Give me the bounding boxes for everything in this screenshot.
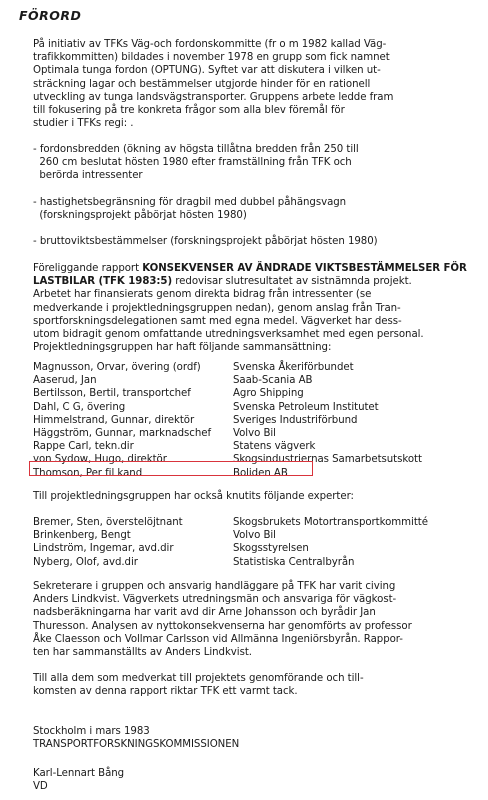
member-name: von Sydow, Hugo, direktör xyxy=(33,454,167,466)
member-name: Bertilsson, Bertil, transportchef xyxy=(33,388,191,400)
report-line: utom bidragit genom omfattande utredningsverksamhet med egen personal. xyxy=(33,328,424,340)
secretary-line: Anders Lindkvist. Vägverkets utredningsmän och ansvariga för vägkost- xyxy=(33,594,397,606)
table-row xyxy=(33,440,422,453)
bullet-line: - fordonsbredden (ökning av högsta tillåtna bredden från 250 till xyxy=(33,144,359,155)
thanks-line: Till alla dem som medverkat till projektets genomförande och till- xyxy=(33,673,364,684)
table-row xyxy=(33,387,422,400)
table-row xyxy=(33,516,428,529)
member-name: Häggström, Gunnar, marknadschef xyxy=(33,428,211,440)
table-row xyxy=(33,542,428,555)
report-line: sportforskningsdelegationen samt med egna medel. Vägverket har dess- xyxy=(33,315,402,327)
bullet-gross-weight xyxy=(33,235,481,248)
signatory-block xyxy=(33,767,481,793)
highlight-box xyxy=(29,461,313,476)
place-date: Stockholm i mars 1983 xyxy=(33,726,150,737)
member-name: Himmelstrand, Gunnar, direktör xyxy=(33,414,195,426)
member-org: Svenska Åkeriförbundet xyxy=(233,362,354,373)
bullet-line: (forskningsprojekt påbörjat hösten 1980) xyxy=(33,210,247,222)
report-line: Arbetet har finansierats genom direkta bidrag från intressenter (se xyxy=(33,289,372,301)
member-org: Agro Shipping xyxy=(233,388,304,400)
expert-org: Skogsstyrelsen xyxy=(233,543,309,555)
page-heading: FÖRORD xyxy=(19,8,82,23)
member-org: Statens vägverk xyxy=(233,441,316,453)
intro-line: studier i TFKs regi: . xyxy=(33,118,134,130)
secretary-line: ten har sammanställts av Anders Lindkvist. xyxy=(33,646,252,658)
expert-org: Statistiska Centralbyrån xyxy=(233,556,355,568)
bullet-line: berörda intressenter xyxy=(33,170,143,182)
table-row xyxy=(33,401,422,414)
intro-line: trafikkommitten) bildades i november 1978 en grupp som fick namnet xyxy=(33,52,390,64)
report-intro-text: Föreliggande rapport xyxy=(33,263,143,274)
report-title-part1: KONSEKVENSER AV ÄNDRADE VIKTSBESTÄMMELSER FÖR xyxy=(142,263,467,274)
bullet-vehicle-width xyxy=(33,143,481,183)
report-line xyxy=(33,262,481,275)
organisation-name: TRANSPORTFORSKNINGSKOMMISSIONEN xyxy=(33,739,240,751)
thanks-paragraph xyxy=(33,672,481,698)
table-row xyxy=(33,529,428,542)
experts-intro xyxy=(33,490,481,503)
secretary-paragraph xyxy=(33,580,481,659)
signature-block xyxy=(33,725,481,751)
secretary-line: nadsberäkningarna har varit avd dir Arne Johansson och byrådir Jan xyxy=(33,607,376,619)
member-org: Boliden AB xyxy=(233,467,288,479)
intro-paragraph xyxy=(33,38,481,130)
report-line xyxy=(33,275,481,288)
member-name: Thomson, Per fil kand xyxy=(33,467,143,479)
bullet-line: 260 cm beslutat hösten 1980 efter framställning från TFK och xyxy=(33,157,352,169)
member-org: Saab-Scania AB xyxy=(233,375,313,387)
report-summary-text: redovisar slutresultatet av sistnämnda projekt. xyxy=(172,276,412,288)
table-row xyxy=(33,361,422,374)
member-org: Sveriges Industriförbund xyxy=(233,414,358,426)
table-row xyxy=(33,427,422,440)
member-org: Skogsindustriernas Samarbetsutskott xyxy=(233,454,422,466)
intro-line: utveckling av tunga landsvägstransporter. Gruppens arbete ledde fram xyxy=(33,91,394,103)
signatory-title: VD xyxy=(33,781,48,793)
report-line: Projektledningsgruppen har haft följande sammansättning: xyxy=(33,342,332,354)
member-name: Rappe Carl, tekn.dir xyxy=(33,441,134,453)
member-name: Dahl, C G, övering xyxy=(33,401,126,413)
expert-org: Volvo Bil xyxy=(233,530,276,542)
member-name: Magnusson, Orvar, övering (ordf) xyxy=(33,362,201,373)
thanks-line: komsten av denna rapport riktar TFK ett varmt tack. xyxy=(33,686,298,698)
expert-name: Brinkenberg, Bengt xyxy=(33,530,131,542)
expert-name: Nyberg, Olof, avd.dir xyxy=(33,556,138,568)
table-row xyxy=(33,414,422,427)
table-row xyxy=(33,374,422,387)
member-org: Svenska Petroleum Institutet xyxy=(233,401,379,413)
expert-name: Lindström, Ingemar, avd.dir xyxy=(33,543,174,555)
report-title-part2: LASTBILAR (TFK 1983:5) xyxy=(33,276,173,288)
experts-table xyxy=(33,516,428,569)
member-org: Volvo Bil xyxy=(233,428,276,440)
report-line: medverkande i projektledningsgruppen nedan), genom anslag från Tran- xyxy=(33,302,401,314)
secretary-line: Åke Claesson och Vollmar Carlsson vid Allmänna Ingeniörsbyrån. Rappor- xyxy=(33,633,403,645)
intro-line: På initiativ av TFKs Väg-och fordonskommitte (fr o m 1982 kallad Väg- xyxy=(33,39,387,50)
intro-line: Optimala tunga fordon (OPTUNG). Syftet var att diskutera i vilken ut- xyxy=(33,65,381,77)
secretary-line: Sekreterare i gruppen och ansvarig handläggare på TFK har varit civing xyxy=(33,581,396,592)
table-row xyxy=(33,556,428,569)
member-name: Aaserud, Jan xyxy=(33,375,97,387)
signatory-name: Karl-Lennart Bång xyxy=(33,768,125,779)
report-paragraph xyxy=(33,262,481,354)
expert-org: Skogsbrukets Motortransportkommitté xyxy=(233,517,428,528)
secretary-line: Thuresson. Analysen av nyttokonsekvenserna har genomförts av professor xyxy=(33,620,412,632)
bullet-speed-limit xyxy=(33,196,481,222)
experts-intro-line: Till projektledningsgruppen har också knutits följande experter: xyxy=(33,491,354,502)
bullet-line: - bruttoviktsbestämmelser (forskningsprojekt påbörjat hösten 1980) xyxy=(33,236,378,247)
intro-line: till fokusering på tre konkreta frågor som alla blev föremål för xyxy=(33,104,345,116)
intro-line: sträckning lagar och bestämmelser utgjorde hinder för en rationell xyxy=(33,78,371,90)
bullet-line: - hastighetsbegränsning för dragbil med dubbel påhängsvagn xyxy=(33,197,347,208)
expert-name: Bremer, Sten, överstelöjtnant xyxy=(33,517,183,528)
